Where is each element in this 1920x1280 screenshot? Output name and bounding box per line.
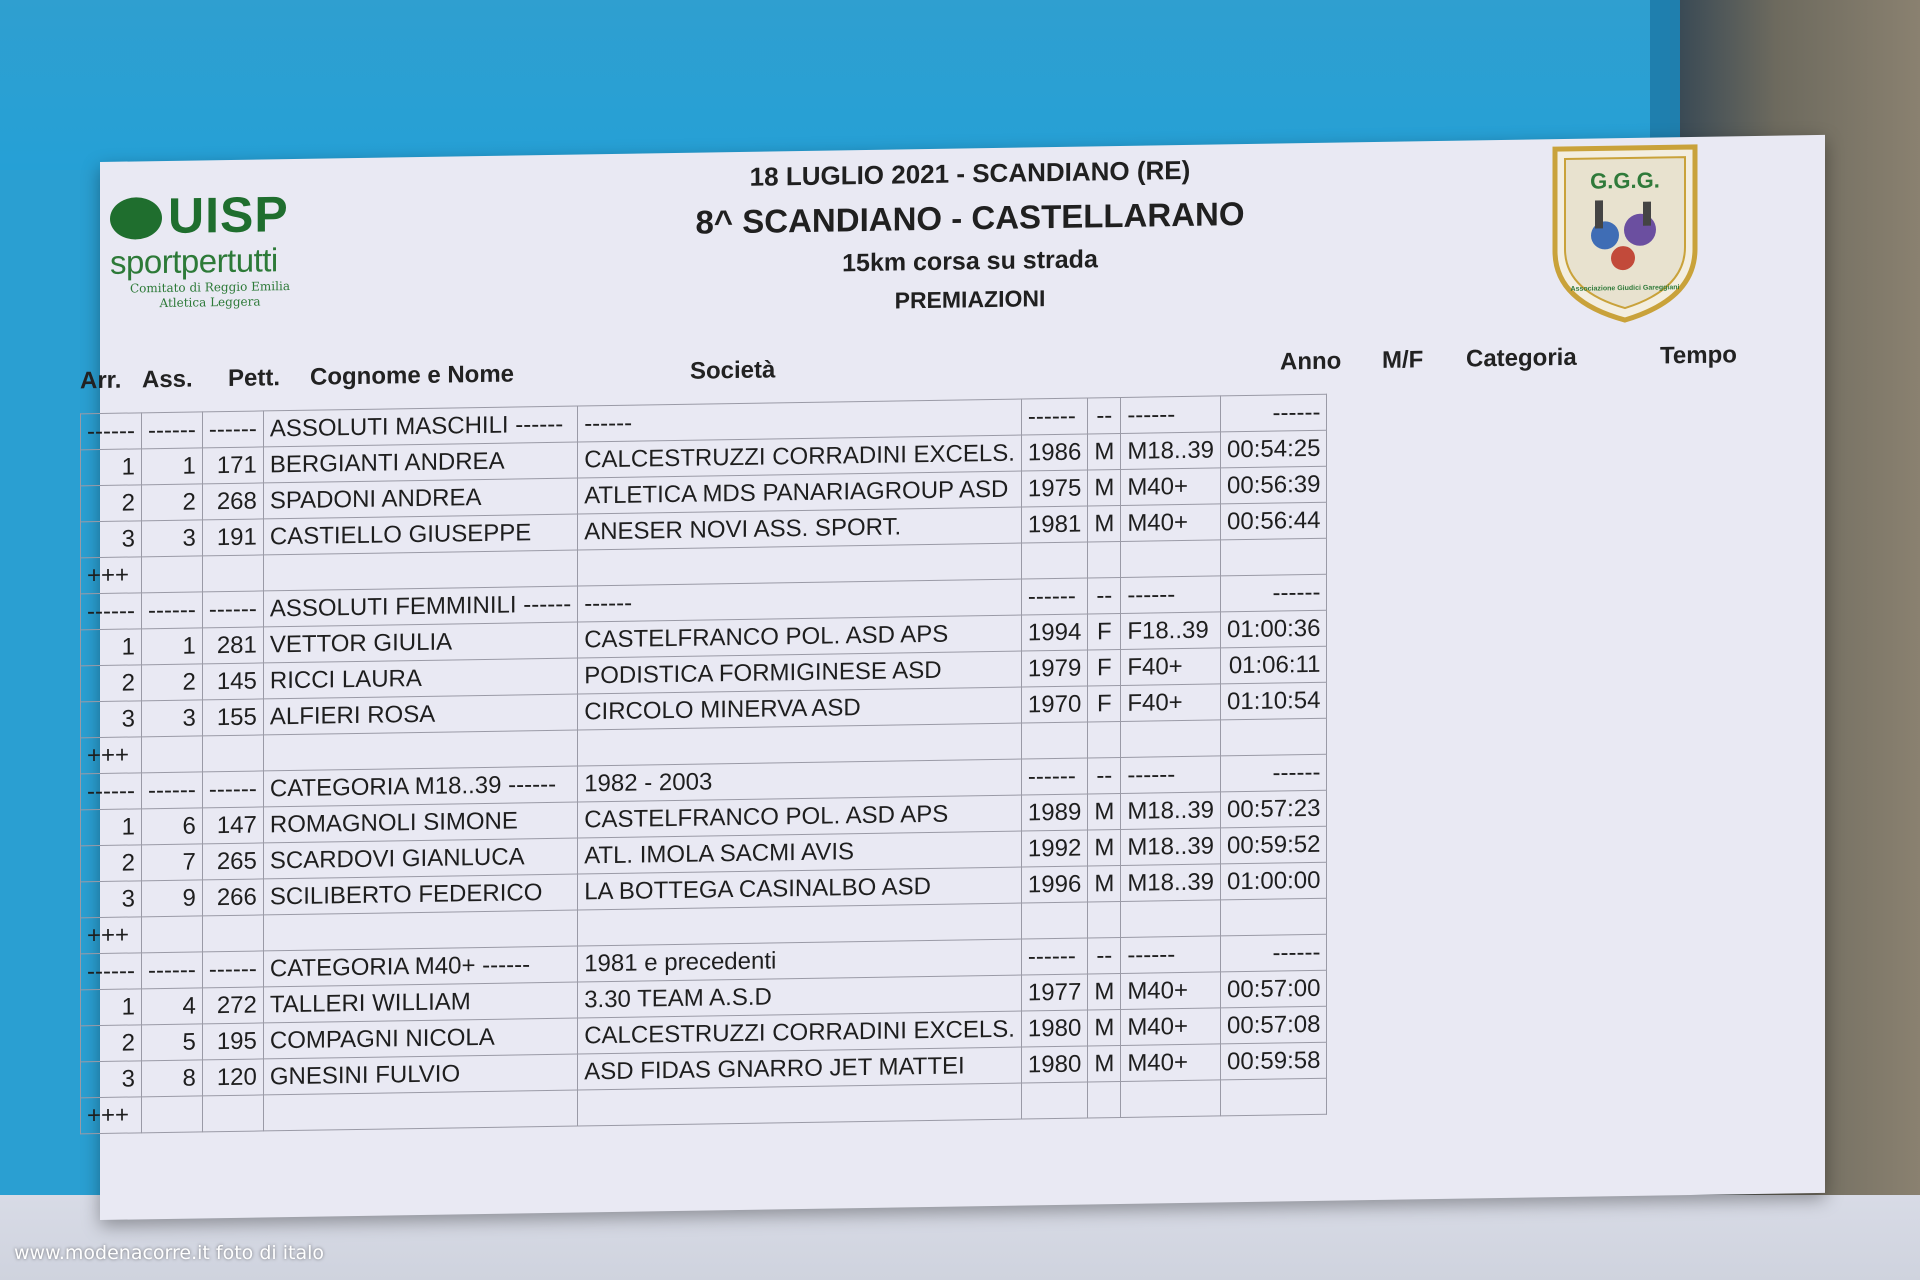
- cell-arr: 2: [81, 665, 142, 702]
- cell-name: ROMAGNOLI SIMONE: [263, 802, 577, 843]
- cell-name: SPADONI ANDREA: [263, 478, 577, 519]
- shield-initials: G.G.G.: [1590, 167, 1660, 194]
- uisp-discipline: Atletica Leggera: [159, 294, 261, 311]
- cell-cat: M18..39: [1121, 792, 1221, 830]
- cell-soc: 1981 e precedenti: [578, 939, 1022, 982]
- cell-pett: 195: [202, 1023, 263, 1060]
- runner-icon: [110, 197, 162, 240]
- results-sheet: [80, 135, 1825, 1220]
- cell-name: VETTOR GIULIA: [263, 622, 577, 663]
- cell-name: [263, 1090, 577, 1131]
- cell-pett: ------: [202, 411, 263, 448]
- cell-arr: 1: [81, 989, 142, 1026]
- cell-soc: [578, 1083, 1022, 1126]
- cell-mf: [1088, 721, 1121, 758]
- cell-tempo: 00:57:23: [1221, 790, 1327, 828]
- cell-anno: 1980: [1021, 1010, 1087, 1047]
- cell-pett: 145: [202, 663, 263, 700]
- photo-credit: www.modenacorre.it foto di italo: [14, 1242, 325, 1264]
- cell-soc: PODISTICA FORMIGINESE ASD: [578, 651, 1022, 694]
- cell-anno: [1021, 1082, 1087, 1119]
- cell-arr: ------: [81, 773, 142, 810]
- race-type: 15km corsa su strada: [842, 245, 1098, 278]
- col-tempo: Tempo: [1660, 341, 1737, 370]
- cell-cat: [1121, 1080, 1221, 1118]
- col-pett: Pett.: [228, 364, 281, 392]
- cell-ass: 3: [141, 700, 202, 737]
- cell-pett: 266: [202, 879, 263, 916]
- cell-soc: CIRCOLO MINERVA ASD: [578, 687, 1022, 730]
- cell-cat: [1121, 900, 1221, 938]
- cell-anno: 1979: [1021, 650, 1087, 687]
- cell-tempo: 00:56:44: [1221, 502, 1327, 540]
- cell-arr: ------: [81, 953, 142, 990]
- uisp-slogan: sportpertutti: [110, 241, 278, 281]
- cell-mf: M: [1088, 505, 1121, 542]
- cell-soc: CALCESTRUZZI CORRADINI EXCELS.: [578, 435, 1022, 478]
- cell-cat: ------: [1121, 396, 1221, 434]
- cell-name: ALFIERI ROSA: [263, 694, 577, 735]
- cell-cat: [1121, 720, 1221, 758]
- cell-tempo: ------: [1221, 574, 1327, 612]
- cell-ass: 1: [141, 628, 202, 665]
- cell-pett: 265: [202, 843, 263, 880]
- results-table: [80, 394, 1327, 1135]
- cell-cat: M18..39: [1121, 828, 1221, 866]
- col-categoria: Categoria: [1466, 343, 1577, 373]
- cell-name: [263, 910, 577, 951]
- cell-ass: 4: [141, 988, 202, 1025]
- cell-mf: [1088, 901, 1121, 938]
- cell-pett: 171: [202, 447, 263, 484]
- cell-pett: ------: [202, 591, 263, 628]
- cell-cat: ------: [1121, 576, 1221, 614]
- cell-anno: 1970: [1021, 686, 1087, 723]
- cell-arr: 2: [81, 485, 142, 522]
- cell-tempo: 00:57:08: [1221, 1006, 1327, 1044]
- cell-tempo: ------: [1221, 394, 1327, 432]
- cell-soc: ------: [578, 399, 1022, 442]
- cell-ass: [141, 1096, 202, 1133]
- cell-anno: ------: [1021, 578, 1087, 615]
- cell-anno: 1989: [1021, 794, 1087, 831]
- cell-pett: 191: [202, 519, 263, 556]
- cell-anno: ------: [1021, 758, 1087, 795]
- cell-ass: [141, 916, 202, 953]
- cell-arr: 3: [81, 881, 142, 918]
- cell-tempo: 00:59:58: [1221, 1042, 1327, 1080]
- cell-anno: 1992: [1021, 830, 1087, 867]
- cell-name: [263, 550, 577, 591]
- cell-anno: [1021, 902, 1087, 939]
- uisp-logo: [110, 184, 340, 328]
- cell-tempo: [1221, 898, 1327, 936]
- cell-cat: ------: [1121, 756, 1221, 794]
- cell-cat: M40+: [1121, 504, 1221, 542]
- cell-pett: [202, 735, 263, 772]
- cell-cat: F40+: [1121, 648, 1221, 686]
- cell-anno: 1994: [1021, 614, 1087, 651]
- cell-tempo: 00:54:25: [1221, 430, 1327, 468]
- cell-name: ASSOLUTI FEMMINILI ------: [263, 586, 577, 627]
- cell-arr: +++: [81, 737, 142, 774]
- cell-arr: 3: [81, 701, 142, 738]
- ggg-shield-logo: [1545, 139, 1705, 327]
- cell-mf: M: [1088, 469, 1121, 506]
- cell-arr: +++: [81, 557, 142, 594]
- cell-arr: ------: [81, 413, 142, 450]
- cell-mf: M: [1088, 1045, 1121, 1082]
- cell-pett: ------: [202, 771, 263, 808]
- cell-mf: F: [1088, 649, 1121, 686]
- sheet-header: [520, 151, 1420, 320]
- cell-pett: [202, 1095, 263, 1132]
- cell-soc: CASTELFRANCO POL. ASD APS: [578, 795, 1022, 838]
- cell-mf: F: [1088, 685, 1121, 722]
- cell-pett: 272: [202, 987, 263, 1024]
- cell-name: [263, 730, 577, 771]
- cell-soc: CALCESTRUZZI CORRADINI EXCELS.: [578, 1011, 1022, 1054]
- cell-soc: ASD FIDAS GNARRO JET MATTEI: [578, 1047, 1022, 1090]
- uisp-committee: Comitato di Reggio Emilia: [130, 279, 290, 296]
- cell-ass: ------: [141, 772, 202, 809]
- cell-mf: M: [1088, 1009, 1121, 1046]
- cell-soc: 3.30 TEAM A.S.D: [578, 975, 1022, 1018]
- cell-mf: M: [1088, 793, 1121, 830]
- cell-tempo: [1221, 538, 1327, 576]
- cell-anno: 1996: [1021, 866, 1087, 903]
- cell-ass: ------: [141, 412, 202, 449]
- cell-name: CATEGORIA M18..39 ------: [263, 766, 577, 807]
- cell-tempo: [1221, 718, 1327, 756]
- cell-ass: [141, 556, 202, 593]
- cell-anno: [1021, 542, 1087, 579]
- cell-ass: 2: [141, 484, 202, 521]
- cell-ass: 1: [141, 448, 202, 485]
- cell-tempo: 01:10:54: [1221, 682, 1327, 720]
- cell-name: BERGIANTI ANDREA: [263, 442, 577, 483]
- col-mf: M/F: [1382, 346, 1424, 374]
- cell-anno: ------: [1021, 938, 1087, 975]
- cell-arr: +++: [81, 917, 142, 954]
- cell-cat: ------: [1121, 936, 1221, 974]
- cell-name: CATEGORIA M40+ ------: [263, 946, 577, 987]
- cell-name: RICCI LAURA: [263, 658, 577, 699]
- cell-arr: 1: [81, 629, 142, 666]
- cell-mf: M: [1088, 865, 1121, 902]
- date-place: 18 LUGLIO 2021 - SCANDIANO (RE): [749, 154, 1191, 192]
- cell-arr: ------: [81, 593, 142, 630]
- cell-anno: 1975: [1021, 470, 1087, 507]
- cell-pett: ------: [202, 951, 263, 988]
- cell-soc: 1982 - 2003: [578, 759, 1022, 802]
- cell-ass: [141, 736, 202, 773]
- cell-soc: LA BOTTEGA CASINALBO ASD: [578, 867, 1022, 910]
- col-anno: Anno: [1280, 347, 1342, 376]
- cell-soc: ATL. IMOLA SACMI AVIS: [578, 831, 1022, 874]
- cell-tempo: 00:57:00: [1221, 970, 1327, 1008]
- section-title: PREMIAZIONI: [894, 285, 1046, 314]
- cell-cat: F18..39: [1121, 612, 1221, 650]
- cell-mf: F: [1088, 613, 1121, 650]
- cell-ass: 8: [141, 1060, 202, 1097]
- cell-pett: 268: [202, 483, 263, 520]
- cell-pett: 147: [202, 807, 263, 844]
- cell-pett: 155: [202, 699, 263, 736]
- cell-name: COMPAGNI NICOLA: [263, 1018, 577, 1059]
- cell-mf: --: [1088, 937, 1121, 974]
- uisp-brand: UISP: [168, 186, 289, 244]
- cell-anno: ------: [1021, 398, 1087, 435]
- cell-arr: +++: [81, 1097, 142, 1134]
- cell-anno: 1986: [1021, 434, 1087, 471]
- cell-arr: 2: [81, 1025, 142, 1062]
- cell-mf: M: [1088, 829, 1121, 866]
- cell-mf: M: [1088, 433, 1121, 470]
- shield-text: Associazione Giudici Gareggiani: [1570, 284, 1680, 293]
- cell-anno: 1981: [1021, 506, 1087, 543]
- cell-arr: 3: [81, 521, 142, 558]
- cell-name: SCILIBERTO FEDERICO: [263, 874, 577, 915]
- cell-mf: M: [1088, 973, 1121, 1010]
- cell-tempo: 00:59:52: [1221, 826, 1327, 864]
- cell-mf: [1088, 1081, 1121, 1118]
- cell-tempo: ------: [1221, 934, 1327, 972]
- col-societa: Società: [690, 356, 776, 385]
- cell-pett: [202, 555, 263, 592]
- cell-cat: M40+: [1121, 1008, 1221, 1046]
- cell-soc: ATLETICA MDS PANARIAGROUP ASD: [578, 471, 1022, 514]
- cell-ass: 2: [141, 664, 202, 701]
- cell-soc: CASTELFRANCO POL. ASD APS: [578, 615, 1022, 658]
- cell-cat: M18..39: [1121, 864, 1221, 902]
- cell-cat: M40+: [1121, 1044, 1221, 1082]
- cell-name: TALLERI WILLIAM: [263, 982, 577, 1023]
- cell-arr: 1: [81, 809, 142, 846]
- cell-cat: M40+: [1121, 468, 1221, 506]
- cell-pett: 281: [202, 627, 263, 664]
- cell-tempo: 01:06:11: [1221, 646, 1327, 684]
- cell-cat: M18..39: [1121, 432, 1221, 470]
- col-arr: Arr.: [80, 366, 122, 395]
- cell-arr: 2: [81, 845, 142, 882]
- cell-ass: 3: [141, 520, 202, 557]
- cell-mf: --: [1088, 577, 1121, 614]
- cell-arr: 1: [81, 449, 142, 486]
- cell-ass: 9: [141, 880, 202, 917]
- cell-ass: 7: [141, 844, 202, 881]
- cell-tempo: 00:56:39: [1221, 466, 1327, 504]
- cell-anno: 1980: [1021, 1046, 1087, 1083]
- cell-anno: 1977: [1021, 974, 1087, 1011]
- cell-ass: 5: [141, 1024, 202, 1061]
- cell-mf: --: [1088, 397, 1121, 434]
- cell-soc: ------: [578, 579, 1022, 622]
- cell-name: CASTIELLO GIUSEPPE: [263, 514, 577, 555]
- cell-soc: ANESER NOVI ASS. SPORT.: [578, 507, 1022, 550]
- cell-anno: [1021, 722, 1087, 759]
- cell-pett: 120: [202, 1059, 263, 1096]
- col-ass: Ass.: [142, 365, 193, 394]
- col-name: Cognome e Nome: [310, 360, 515, 391]
- cell-tempo: 01:00:00: [1221, 862, 1327, 900]
- cell-cat: F40+: [1121, 684, 1221, 722]
- cell-ass: ------: [141, 592, 202, 629]
- cell-name: GNESINI FULVIO: [263, 1054, 577, 1095]
- cell-mf: [1088, 541, 1121, 578]
- cell-ass: 6: [141, 808, 202, 845]
- cell-mf: --: [1088, 757, 1121, 794]
- cell-cat: M40+: [1121, 972, 1221, 1010]
- cell-name: ASSOLUTI MASCHILI ------: [263, 406, 577, 447]
- cell-arr: 3: [81, 1061, 142, 1098]
- cell-tempo: [1221, 1078, 1327, 1116]
- event-title: 8^ SCANDIANO - CASTELLARANO: [695, 195, 1245, 241]
- cell-ass: ------: [141, 952, 202, 989]
- cell-name: SCARDOVI GIANLUCA: [263, 838, 577, 879]
- cell-cat: [1121, 540, 1221, 578]
- cell-tempo: 01:00:36: [1221, 610, 1327, 648]
- cell-pett: [202, 915, 263, 952]
- cell-tempo: ------: [1221, 754, 1327, 792]
